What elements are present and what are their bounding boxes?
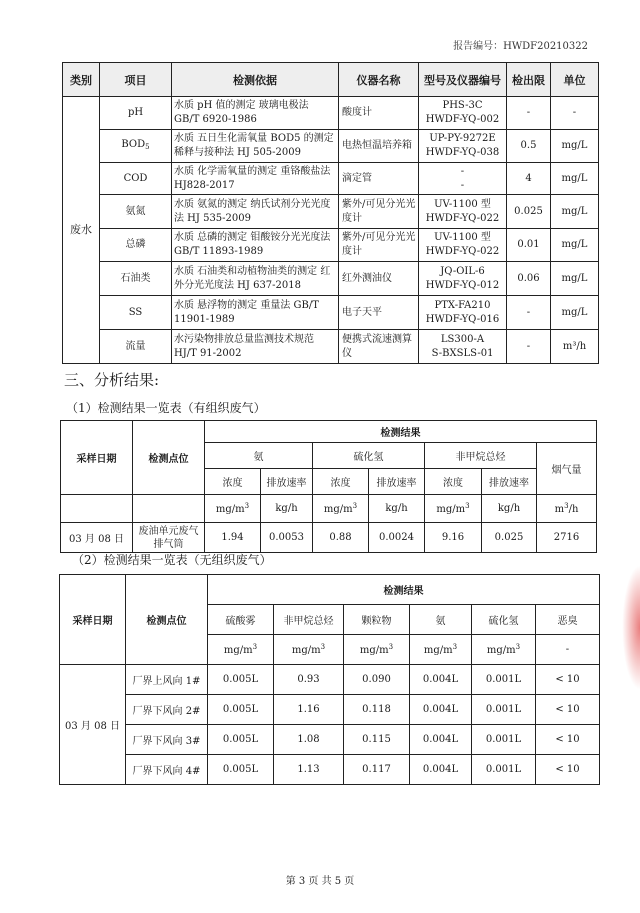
value-cell: 0.001L bbox=[472, 665, 536, 695]
basis-cell: 水质 悬浮物的测定 重量法 GB/T 11901-1989 bbox=[172, 296, 339, 330]
value-cell: 0.004L bbox=[410, 755, 472, 785]
unit-text: mg/m bbox=[423, 645, 453, 656]
basis-cell: 水质 五日生化需氧量 BOD5 的测定 稀释与接种法 HJ 505-2009 bbox=[172, 130, 339, 163]
value-cell: 0.001L bbox=[472, 755, 536, 785]
value-cell: 0.090 bbox=[344, 665, 410, 695]
report-number: 报告编号：HWDF20210322 bbox=[453, 41, 588, 52]
method-table bbox=[62, 62, 599, 364]
table-row bbox=[63, 163, 599, 195]
limit-cell: 4 bbox=[507, 163, 551, 195]
header-test-results: 检测结果 bbox=[208, 575, 600, 605]
table-row bbox=[63, 229, 599, 262]
value-cell: 0.0024 bbox=[369, 523, 425, 553]
unit-cell bbox=[274, 635, 344, 665]
item-cell bbox=[100, 130, 172, 163]
table-row bbox=[63, 330, 599, 364]
value-cell: 0.93 bbox=[274, 665, 344, 695]
header-item: 项目 bbox=[100, 63, 172, 97]
value-cell: 1.13 bbox=[274, 755, 344, 785]
sub-header-emission-rate: 排放速率 bbox=[261, 469, 313, 495]
instrument-cell: 紫外/可见分光光度计 bbox=[339, 229, 419, 262]
unit-cell bbox=[537, 495, 597, 523]
empty-cell bbox=[133, 495, 205, 523]
basis-cell: 水污染物排放总量监测技术规范 HJ/T 91-2002 bbox=[172, 330, 339, 364]
unit-cell: mg/L bbox=[551, 195, 599, 229]
table-row bbox=[63, 130, 599, 163]
value-cell: 0.0053 bbox=[261, 523, 313, 553]
item-cell: SS bbox=[100, 296, 172, 330]
basis-cell: 水质 pH 值的测定 玻璃电极法 GB/T 6920-1986 bbox=[172, 97, 339, 130]
unorganized-results-table bbox=[59, 574, 600, 785]
unit-text: mg/m bbox=[359, 645, 389, 656]
item-main: BOD bbox=[121, 139, 146, 150]
header-sampling-date: 采样日期 bbox=[61, 421, 133, 495]
unit-superscript: 3 bbox=[352, 502, 358, 510]
value-cell: 1.94 bbox=[205, 523, 261, 553]
model-cell: - - bbox=[419, 163, 507, 195]
unit-cell bbox=[472, 635, 536, 665]
value-cell: < 10 bbox=[536, 665, 600, 695]
value-cell: 1.16 bbox=[274, 695, 344, 725]
unit-cell: mg/L bbox=[551, 163, 599, 195]
unit-cell: kg/h bbox=[369, 495, 425, 523]
unit-text: m bbox=[554, 504, 565, 515]
value-cell: 0.005L bbox=[208, 665, 274, 695]
unit-text: mg/m bbox=[215, 504, 245, 515]
header-limit: 检出限 bbox=[507, 63, 551, 97]
value-cell: 0.118 bbox=[344, 695, 410, 725]
unit-superscript: 3 bbox=[320, 643, 326, 651]
model-cell: UP-PY-9272E HWDF-YQ-038 bbox=[419, 130, 507, 163]
category-cell: 废水 bbox=[63, 97, 100, 364]
value-cell: 0.001L bbox=[472, 695, 536, 725]
date-cell: 03 月 08 日 bbox=[60, 665, 126, 785]
table-row bbox=[63, 195, 599, 229]
unit-cell bbox=[425, 495, 482, 523]
value-cell: 0.115 bbox=[344, 725, 410, 755]
value-cell: 9.16 bbox=[425, 523, 482, 553]
value-cell: 0.117 bbox=[344, 755, 410, 785]
instrument-cell: 电子天平 bbox=[339, 296, 419, 330]
basis-cell: 水质 石油类和动植物油类的测定 红外分光光度法 HJ 637-2018 bbox=[172, 262, 339, 296]
table-header-row bbox=[61, 421, 597, 443]
value-cell: 0.004L bbox=[410, 695, 472, 725]
value-cell: 0.001L bbox=[472, 725, 536, 755]
sub-header-concentration: 浓度 bbox=[313, 469, 369, 495]
unit-superscript: 3 bbox=[515, 643, 521, 651]
section-title: 三、分析结果: bbox=[64, 371, 160, 389]
unit-cell: mg/L bbox=[551, 229, 599, 262]
organized-title: （1）检测结果一览表（有组织废气） bbox=[66, 401, 266, 415]
unit-cell bbox=[208, 635, 274, 665]
unit-superscript: 3 bbox=[452, 643, 458, 651]
sub-header-emission-rate: 排放速率 bbox=[482, 469, 537, 495]
column-particulate: 颗粒物 bbox=[344, 605, 410, 635]
instrument-cell: 电热恒温培养箱 bbox=[339, 130, 419, 163]
point-cell: 厂界下风向 4# bbox=[126, 755, 208, 785]
item-cell: 石油类 bbox=[100, 262, 172, 296]
method-header-row bbox=[63, 63, 599, 97]
sub-header-concentration: 浓度 bbox=[205, 469, 261, 495]
instrument-cell: 便携式流速测算仪 bbox=[339, 330, 419, 364]
point-cell: 厂界下风向 2# bbox=[126, 695, 208, 725]
group-ammonia: 氨 bbox=[205, 443, 313, 469]
value-cell: < 10 bbox=[536, 695, 600, 725]
header-test-results: 检测结果 bbox=[205, 421, 597, 443]
instrument-cell: 滴定管 bbox=[339, 163, 419, 195]
header-flue-gas: 烟气量 bbox=[537, 443, 597, 495]
value-cell: 0.005L bbox=[208, 695, 274, 725]
item-cell: pH bbox=[100, 97, 172, 130]
unit-text: mg/m bbox=[486, 645, 516, 656]
value-cell: 0.004L bbox=[410, 665, 472, 695]
unit-text: mg/m bbox=[323, 504, 353, 515]
value-cell: 0.88 bbox=[313, 523, 369, 553]
unit-superscript: 3 bbox=[252, 643, 258, 651]
table-row bbox=[60, 695, 600, 725]
header-model: 型号及仪器编号 bbox=[419, 63, 507, 97]
point-cell: 废油单元废气排气筒 bbox=[133, 523, 205, 553]
unit-cell: mg/L bbox=[551, 130, 599, 163]
unit-cell bbox=[410, 635, 472, 665]
table-row bbox=[60, 755, 600, 785]
table-header-row bbox=[60, 575, 600, 605]
unit-cell: m³/h bbox=[551, 330, 599, 364]
value-cell: 2716 bbox=[537, 523, 597, 553]
unit-superscript: 3 bbox=[465, 502, 470, 510]
table-row bbox=[60, 665, 600, 695]
column-ammonia: 氨 bbox=[410, 605, 472, 635]
empty-cell bbox=[61, 495, 133, 523]
column-sulfuric-acid-mist: 硫酸雾 bbox=[208, 605, 274, 635]
unit-cell: - bbox=[551, 97, 599, 130]
item-subscript: 5 bbox=[145, 143, 150, 151]
column-nmhc: 非甲烷总烃 bbox=[274, 605, 344, 635]
value-cell: 1.08 bbox=[274, 725, 344, 755]
date-cell: 03 月 08 日 bbox=[61, 523, 133, 553]
limit-cell: 0.01 bbox=[507, 229, 551, 262]
model-cell: LS300-A S-BXSLS-01 bbox=[419, 330, 507, 364]
header-instrument: 仪器名称 bbox=[339, 63, 419, 97]
unit-text: mg/m bbox=[291, 645, 321, 656]
point-cell: 厂界下风向 3# bbox=[126, 725, 208, 755]
limit-cell: - bbox=[507, 296, 551, 330]
item-cell: COD bbox=[100, 163, 172, 195]
header-unit: 单位 bbox=[551, 63, 599, 97]
unit-cell: mg/L bbox=[551, 296, 599, 330]
value-cell: 0.004L bbox=[410, 725, 472, 755]
limit-cell: 0.5 bbox=[507, 130, 551, 163]
value-cell: 0.005L bbox=[208, 755, 274, 785]
unorganized-title: （2）检测结果一览表（无组织废气） bbox=[72, 553, 272, 567]
unit-cell bbox=[205, 495, 261, 523]
unit-cell: mg/L bbox=[551, 262, 599, 296]
point-cell: 厂界上风向 1# bbox=[126, 665, 208, 695]
unit-superscript: 3 bbox=[388, 643, 394, 651]
limit-cell: 0.06 bbox=[507, 262, 551, 296]
limit-cell: - bbox=[507, 330, 551, 364]
model-cell: UV-1100 型 HWDF-YQ-022 bbox=[419, 229, 507, 262]
header-sampling-date: 采样日期 bbox=[60, 575, 126, 665]
value-cell: 0.005L bbox=[208, 725, 274, 755]
unit-cell: - bbox=[536, 635, 600, 665]
model-cell: PTX-FA210 HWDF-YQ-016 bbox=[419, 296, 507, 330]
unit-cell: kg/h bbox=[261, 495, 313, 523]
value-cell: < 10 bbox=[536, 755, 600, 785]
unit-superscript: 3 bbox=[244, 502, 250, 510]
page-footer: 第 3 页 共 5 页 bbox=[285, 876, 355, 887]
group-hydrogen-sulfide: 硫化氢 bbox=[313, 443, 425, 469]
header-test-point: 检测点位 bbox=[126, 575, 208, 665]
unit-cell bbox=[313, 495, 369, 523]
unit-text: mg/m bbox=[436, 504, 466, 515]
value-cell: 0.025 bbox=[482, 523, 537, 553]
model-cell: PHS-3C HWDF-YQ-002 bbox=[419, 97, 507, 130]
item-cell: 流量 bbox=[100, 330, 172, 364]
header-category: 类别 bbox=[63, 63, 100, 97]
units-row bbox=[61, 495, 597, 523]
unit-text: /h bbox=[568, 504, 579, 515]
limit-cell: - bbox=[507, 97, 551, 130]
instrument-cell: 红外测油仪 bbox=[339, 262, 419, 296]
table-row bbox=[61, 523, 597, 553]
instrument-cell: 紫外/可见分光光度计 bbox=[339, 195, 419, 229]
item-cell: 总磷 bbox=[100, 229, 172, 262]
basis-cell: 水质 总磷的测定 钼酸铵分光光度法 GB/T 11893-1989 bbox=[172, 229, 339, 262]
table-row bbox=[63, 97, 599, 130]
table-row bbox=[63, 296, 599, 330]
organized-results-table bbox=[60, 420, 597, 553]
value-cell: < 10 bbox=[536, 725, 600, 755]
sub-header-concentration: 浓度 bbox=[425, 469, 482, 495]
limit-cell: 0.025 bbox=[507, 195, 551, 229]
red-seal-stamp bbox=[622, 565, 640, 690]
instrument-cell: 酸度计 bbox=[339, 97, 419, 130]
header-test-point: 检测点位 bbox=[133, 421, 205, 495]
unit-cell: kg/h bbox=[482, 495, 537, 523]
column-hydrogen-sulfide: 硫化氢 bbox=[472, 605, 536, 635]
unit-cell bbox=[344, 635, 410, 665]
group-nmhc: 非甲烷总烃 bbox=[425, 443, 537, 469]
unit-superscript: 3 bbox=[564, 502, 569, 510]
basis-cell: 水质 化学需氧量的测定 重铬酸盐法 HJ828-2017 bbox=[172, 163, 339, 195]
item-cell: 氨氮 bbox=[100, 195, 172, 229]
unit-text: mg/m bbox=[223, 645, 253, 656]
model-cell: UV-1100 型 HWDF-YQ-022 bbox=[419, 195, 507, 229]
model-cell: JQ-OIL-6 HWDF-YQ-012 bbox=[419, 262, 507, 296]
basis-cell: 水质 氨氮的测定 纳氏试剂分光光度法 HJ 535-2009 bbox=[172, 195, 339, 229]
table-row bbox=[60, 725, 600, 755]
column-odor: 恶臭 bbox=[536, 605, 600, 635]
sub-header-emission-rate: 排放速率 bbox=[369, 469, 425, 495]
header-basis: 检测依据 bbox=[172, 63, 339, 97]
table-row bbox=[63, 262, 599, 296]
